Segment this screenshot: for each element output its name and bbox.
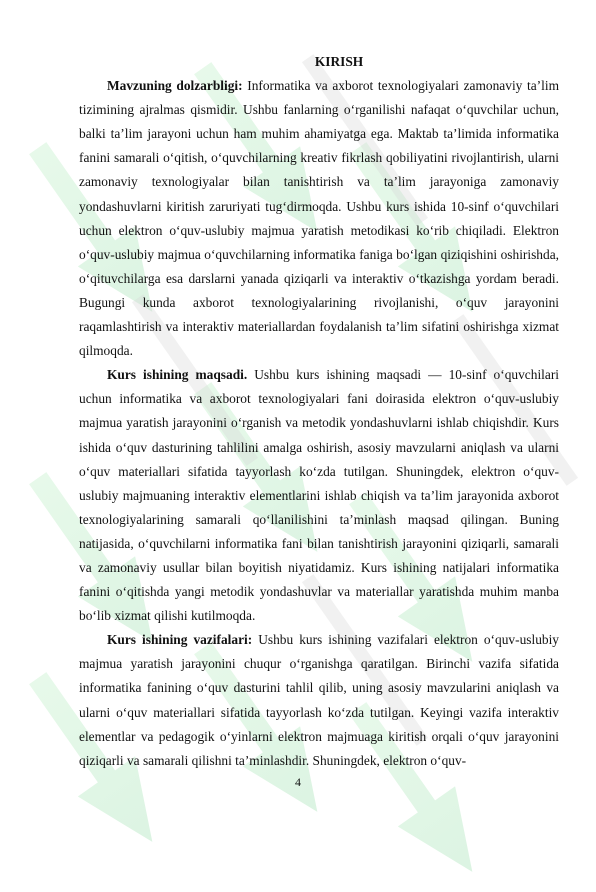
paragraph-lead: Kurs ishining vazifalari: xyxy=(107,632,253,648)
paragraph-text: Ushbu kurs ishining maqsadi — 10-sinf o‘quvchilari uchun informatika va axborot texnologiyalari fani doirasida elektron o‘quv-uslubiy majmua yaratish jarayonini o‘rganish va metodik yondashuvlarni ishlab chiqishdir. Kurs ishida o‘quv dasturining tahlilini amalga oshirish, asosiy mavzularni aniqlash va ularni o‘quv materiallari sifatida tayyorlash ko‘zda tutilgan. Shuningdek, elektron o‘quv-uslubiy majmuaning interaktiv elementlarini ishlab chiqish va ta’lim jarayonida axborot texnologiyalarining samarali qo‘llanilishini ta’minlash maqsad qilingan. Buning natijasida, o‘quvchilarni informatika fani bilan tanishtirish jarayonini qiziqarli, samarali va zamonaviy usullar bilan boyitish niyatidamiz. Kurs ishining natijalari informatika fanini o‘qitishda yangi metodik yondashuvlar va materiallar yaratishda muhim manba bo‘lib xizmat qilishi kutilmoqda. xyxy=(79,367,560,624)
paragraph-relevance xyxy=(79,74,559,363)
document-body xyxy=(79,50,559,773)
section-title: KIRISH xyxy=(314,54,364,69)
paragraph-lead: Mavzuning dolzarbligi: xyxy=(107,78,243,94)
paragraph-text: Informatika va axborot texnologiyalari zamonaviy ta’lim tizimining ajralmas qismidir. Ushbu fanlarning o‘rganilishi nafaqat o‘quvchilar uchun, balki ta’lim jarayoni uchun ham muhim ahamiyatga ega. Maktab ta’limida informatika fanini samarali o‘qitish, o‘quvchilarning kreativ fikrlash qobiliyatini rivojlantirish, ularni zamonaviy texnologiyalar bilan tanishtirish va ta’lim jarayoniga zamonaviy yondashuvlarni kiritish zaruriyati tug‘dirmoqda. Ushbu kurs ishida 10-sinf o‘quvchilari uchun elektron o‘quv-uslubiy majmua yaratish metodikasi ko‘rib chiqiladi. Elektron o‘quv-uslubiy majmua o‘quvchilarning informatika faniga bo‘lgan qiziqishini oshirishda, o‘qituvchilarga esa darslarni yanada qiziqarli va interaktiv o‘tkazishga yordam beradi. Bugungi kunda axborot texnologiyalarining rivojlanishi, o‘quv jarayonini raqamlashtirish va interaktiv materiallardan foydalanish ta’lim sifatini oshirishga xizmat qilmoqda. xyxy=(79,78,559,359)
paragraph-goal xyxy=(79,363,559,628)
paragraph-lead: Kurs ishining maqsadi. xyxy=(107,367,248,383)
paragraph-text: Ushbu kurs ishining vazifalari elektron o‘quv-uslubiy majmua yaratish jarayonini chuqur o‘rganishga qaratilgan. Birinchi vazifa sifatida informatika fanining o‘quv dasturini tahlil qilib, uning asosiy mavzularini aniqlash va ularni o‘quv materiallari sifatida tayyorlash ko‘zda tutilgan. Keyingi vazifa interaktiv elementlar va pedagogik o‘yinlarni elektron majmuaga kiritish orqali o‘quv jarayonini qiziqarli va samarali qilishni ta’minlashdir. Shuningdek, elektron o‘quv- xyxy=(79,632,559,768)
page-number: 4 xyxy=(295,775,301,789)
paragraph-tasks xyxy=(79,628,559,773)
